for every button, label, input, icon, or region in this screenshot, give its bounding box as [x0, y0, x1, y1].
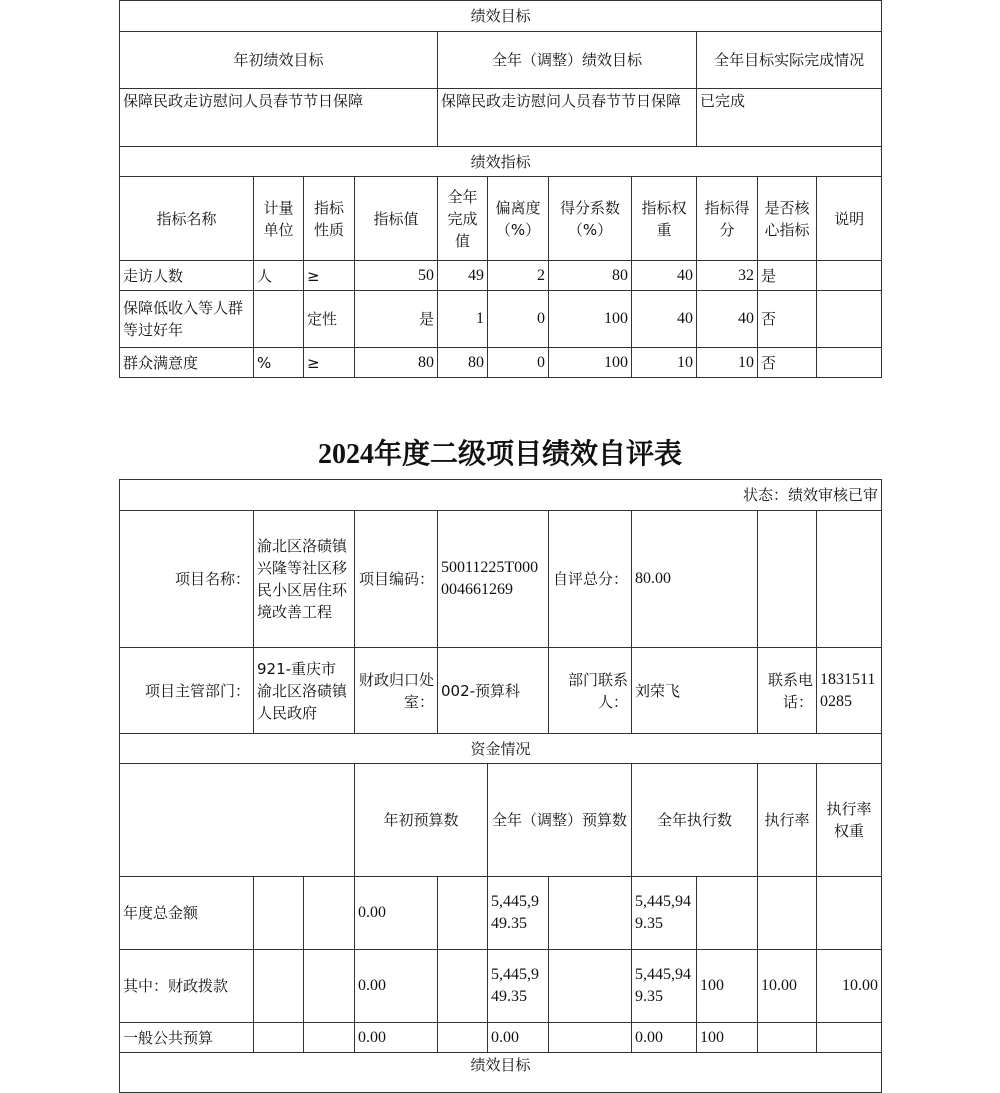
funds-initial: 0.00	[355, 950, 438, 1023]
project-code-label: 项目编码：	[355, 511, 438, 648]
cell-completed: 80	[438, 348, 488, 378]
cell-unit: 人	[254, 261, 304, 291]
funds-row-name: 年度总金额	[120, 877, 254, 950]
funds-initial: 0.00	[355, 877, 438, 950]
contact-label: 部门联系人：	[549, 648, 632, 734]
cell-score: 40	[697, 291, 758, 348]
cell-nature: 定性	[304, 291, 355, 348]
project-name-label: 项目名称：	[120, 511, 254, 648]
contact: 刘荣飞	[632, 648, 758, 734]
table-row	[120, 877, 882, 950]
empty-cell	[304, 1023, 355, 1053]
empty-cell	[120, 764, 355, 877]
cell-core: 否	[758, 291, 817, 348]
col-coefficient: 得分系数（%）	[549, 177, 632, 261]
funds-executed: 5,445,949.35	[632, 877, 697, 950]
self-score: 80.00	[632, 511, 758, 648]
cell-core: 否	[758, 348, 817, 378]
empty-cell	[817, 511, 882, 648]
status-badge: 状态：绩效审核已审	[120, 480, 882, 511]
cell-remark	[817, 261, 882, 291]
funds-rate: 100	[697, 950, 758, 1023]
col-target-value: 指标值	[355, 177, 438, 261]
cell-weight: 40	[632, 291, 697, 348]
table-row	[120, 1023, 882, 1053]
empty-cell	[549, 950, 632, 1023]
col-unit: 计量单位	[254, 177, 304, 261]
table-row	[120, 261, 882, 291]
col-nature: 指标性质	[304, 177, 355, 261]
empty-cell	[438, 950, 488, 1023]
funds-weight	[758, 877, 817, 950]
project-name: 渝北区洛碛镇兴隆等社区移民小区居住环境改善工程	[254, 511, 355, 648]
funds-col-rate: 执行率	[758, 764, 817, 877]
goal-col-adjusted: 全年（调整）绩效目标	[438, 32, 697, 89]
funds-rate	[697, 877, 758, 950]
goal-col-actual: 全年目标实际完成情况	[697, 32, 882, 89]
goal-value-actual: 已完成	[697, 89, 882, 147]
col-indicator-name: 指标名称	[120, 177, 254, 261]
cell-name: 走访人数	[120, 261, 254, 291]
cell-nature: ≥	[304, 348, 355, 378]
col-deviation: 偏离度（%）	[488, 177, 549, 261]
dept: 921-重庆市渝北区洛碛镇人民政府	[254, 648, 355, 734]
funds-col-adjusted: 全年（调整）预算数	[488, 764, 632, 877]
cell-unit	[254, 291, 304, 348]
funds-initial: 0.00	[355, 1023, 438, 1053]
cell-deviation: 2	[488, 261, 549, 291]
dept-label: 项目主管部门：	[120, 648, 254, 734]
cell-name: 保障低收入等人群等过好年	[120, 291, 254, 348]
goal-header: 绩效目标	[120, 1, 882, 32]
cell-coefficient: 100	[549, 348, 632, 378]
funds-score	[817, 877, 882, 950]
cell-deviation: 0	[488, 291, 549, 348]
goal-header-2: 绩效目标	[120, 1053, 882, 1093]
cell-target: 是	[355, 291, 438, 348]
col-weight: 指标权重	[632, 177, 697, 261]
cell-coefficient: 100	[549, 291, 632, 348]
cell-name: 群众满意度	[120, 348, 254, 378]
goal-col-initial: 年初绩效目标	[120, 32, 438, 89]
funds-weight: 10.00	[758, 950, 817, 1023]
empty-cell	[304, 877, 355, 950]
empty-cell	[438, 1023, 488, 1053]
empty-cell	[254, 877, 304, 950]
self-score-label: 自评总分：	[549, 511, 632, 648]
funds-score	[817, 1023, 882, 1053]
phone-label: 联系电话：	[758, 648, 817, 734]
funds-col-executed: 全年执行数	[632, 764, 758, 877]
cell-remark	[817, 348, 882, 378]
finance-label: 财政归口处室：	[355, 648, 438, 734]
funds-adjusted: 5,445,949.35	[488, 950, 549, 1023]
cell-weight: 10	[632, 348, 697, 378]
empty-cell	[438, 877, 488, 950]
cell-score: 32	[697, 261, 758, 291]
table-row	[120, 348, 882, 378]
funds-adjusted: 5,445,949.35	[488, 877, 549, 950]
funds-executed: 5,445,949.35	[632, 950, 697, 1023]
col-core: 是否核心指标	[758, 177, 817, 261]
col-completed-value: 全年完成值	[438, 177, 488, 261]
cell-coefficient: 80	[549, 261, 632, 291]
empty-cell	[549, 877, 632, 950]
cell-score: 10	[697, 348, 758, 378]
funds-score: 10.00	[817, 950, 882, 1023]
phone: 18315110285	[817, 648, 882, 734]
funds-rate: 100	[697, 1023, 758, 1053]
cell-target: 50	[355, 261, 438, 291]
indicator-header: 绩效指标	[120, 147, 882, 177]
empty-cell	[304, 950, 355, 1023]
funds-weight	[758, 1023, 817, 1053]
cell-completed: 49	[438, 261, 488, 291]
page-title: 2024年度二级项目绩效自评表	[317, 439, 682, 470]
self-evaluation-table	[119, 479, 882, 1093]
finance: 002-预算科	[438, 648, 549, 734]
goal-value-adjusted: 保障民政走访慰问人员春节节日保障	[438, 89, 697, 147]
empty-cell	[254, 950, 304, 1023]
empty-cell	[758, 511, 817, 648]
funds-adjusted: 0.00	[488, 1023, 549, 1053]
table-row	[120, 950, 882, 1023]
col-score: 指标得分	[697, 177, 758, 261]
cell-completed: 1	[438, 291, 488, 348]
goal-value-initial: 保障民政走访慰问人员春节节日保障	[120, 89, 438, 147]
cell-weight: 40	[632, 261, 697, 291]
cell-remark	[817, 291, 882, 348]
cell-core: 是	[758, 261, 817, 291]
cell-deviation: 0	[488, 348, 549, 378]
funds-col-weight: 执行率权重	[817, 764, 882, 877]
funds-row-name: 其中：财政拨款	[120, 950, 254, 1023]
table-row	[120, 291, 882, 348]
performance-table	[119, 0, 882, 378]
funds-executed: 0.00	[632, 1023, 697, 1053]
empty-cell	[254, 1023, 304, 1053]
cell-nature: ≥	[304, 261, 355, 291]
col-remark: 说明	[817, 177, 882, 261]
cell-unit: %	[254, 348, 304, 378]
cell-target: 80	[355, 348, 438, 378]
project-code: 50011225T000004661269	[438, 511, 549, 648]
funds-header: 资金情况	[120, 734, 882, 764]
empty-cell	[549, 1023, 632, 1053]
funds-col-initial: 年初预算数	[355, 764, 488, 877]
funds-row-name: 一般公共预算	[120, 1023, 254, 1053]
